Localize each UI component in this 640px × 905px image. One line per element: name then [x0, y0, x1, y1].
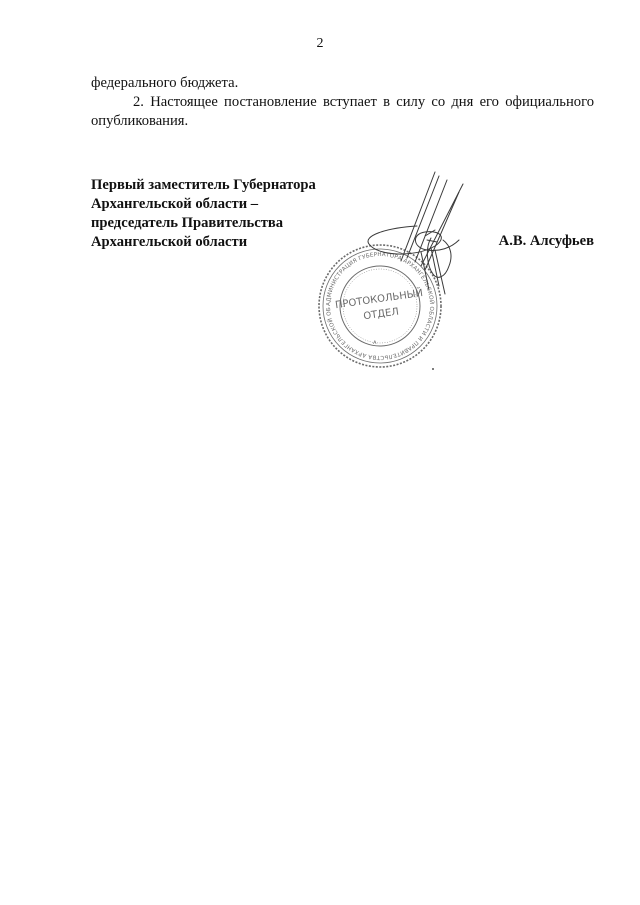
page-number: 2 — [316, 36, 324, 51]
signer-name: А.В. Алсуфьев — [498, 233, 594, 249]
signer-title-line-4: Архангельской области — [91, 234, 248, 250]
handwritten-signature — [355, 166, 475, 306]
seal-ring-text: АДМИНИСТРАЦИЯ ГУБЕРНАТОРА АРХАНГЕЛЬСКОЙ ОБЛАСТИ И ПРАВИТЕЛЬСТВА АРХАНГЕЛЬСКОЙ ОБ — [325, 251, 435, 361]
ink-dot — [432, 368, 434, 370]
svg-text:ᴧ: ᴧ — [373, 339, 377, 346]
signer-title-line-3: председатель Правительства — [91, 215, 284, 231]
seal-center-line-1: ПРОТОКОЛЬНЫЙ — [334, 287, 424, 312]
signature-icon — [355, 166, 475, 306]
signer-title — [91, 176, 351, 252]
seal-center-line-2: ОТДЕЛ — [362, 306, 400, 323]
paragraph-federal-budget: федерального бюджета. — [91, 75, 239, 91]
body-text — [91, 74, 594, 131]
signer-title-line-2: Архангельской области – — [91, 196, 259, 212]
signer-title-line-1: Первый заместитель Губернатора — [91, 177, 316, 193]
paragraph-entry-into-force: 2. Настоящее постановление вступает в силу со дня его официального опубликования. — [91, 94, 594, 129]
